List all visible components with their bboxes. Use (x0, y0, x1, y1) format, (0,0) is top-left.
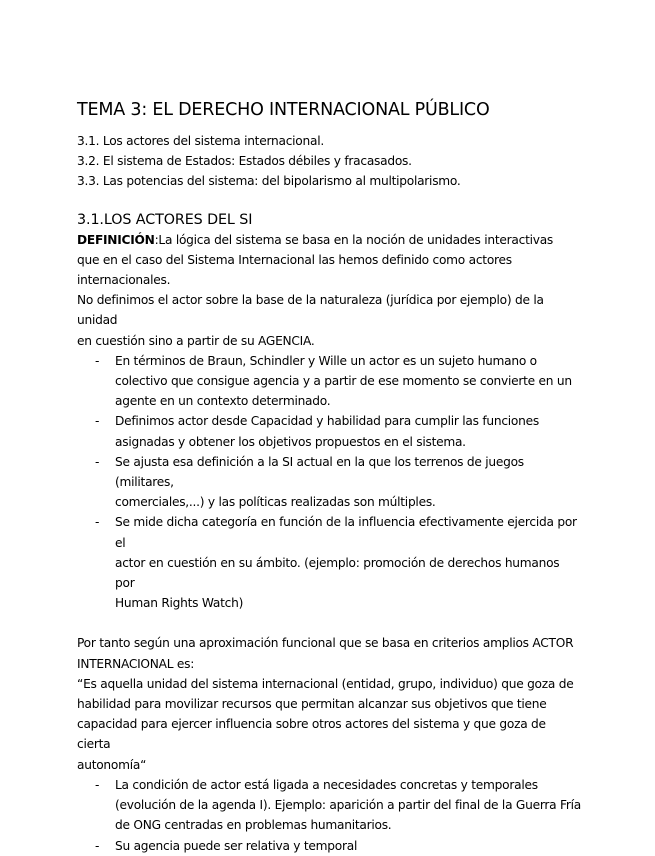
quote-line: “Es aquella unidad del sistema internacional (entidad, grupo, individuo) que goza de (77, 676, 574, 691)
paragraph-line: Por tanto según una aproximación funcional que se basa en criterios amplios ACTOR (77, 636, 574, 651)
definition-label: DEFINICIÓN (77, 232, 155, 247)
quote-line: habilidad para movilizar recursos que permitan alcanzar sus objetivos que tiene (77, 697, 547, 712)
list-item-line: Definimos actor desde Capacidad y habilidad para cumplir las funciones (115, 414, 539, 429)
definition-line (77, 230, 582, 250)
paragraph-line: en cuestión sino a partir de su AGENCIA. (77, 333, 315, 348)
list-item (77, 775, 582, 836)
list-item (77, 512, 582, 613)
section-title: 3.1.LOS ACTORES DEL SI (77, 211, 253, 228)
dash-bullet: - (95, 353, 100, 368)
actor-criteria-list (77, 351, 582, 614)
dash-bullet: - (95, 454, 100, 469)
toc-item: 3.2. El sistema de Estados: Estados débiles y fracasados. (77, 154, 412, 169)
document-title: TEMA 3: EL DERECHO INTERNACIONAL PÚBLICO (77, 100, 490, 120)
definition-paragraph (77, 230, 582, 291)
dash-bullet: - (95, 777, 100, 792)
list-item-line: Se ajusta esa definición a la SI actual en la que los terrenos de juegos (militares, (115, 454, 524, 490)
list-item-line: Human Rights Watch) (115, 596, 244, 611)
definition-text: :La lógica del sistema se basa en la noción de unidades interactivas (154, 232, 554, 247)
list-item-line: agente en un contexto determinado. (115, 394, 331, 409)
paragraph-spacer (77, 613, 582, 633)
table-of-contents (77, 131, 582, 192)
dash-bullet: - (95, 838, 100, 853)
list-item-line: En términos de Braun, Schindler y Wille un actor es un sujeto humano o (115, 353, 537, 368)
list-item-line: de ONG centradas en problemas humanitarios. (115, 818, 392, 833)
list-item (77, 836, 582, 856)
list-item-line: colectivo que consigue agencia y a partir de ese momento se convierte en un (115, 374, 572, 389)
document-body (77, 99, 582, 856)
list-item-line: La condición de actor está ligada a necesidades concretas y temporales (115, 777, 538, 792)
agency-paragraph (77, 290, 582, 351)
paragraph-line: INTERNACIONAL es: (77, 656, 195, 671)
list-item (77, 411, 582, 451)
functional-paragraph (77, 633, 582, 673)
list-item-line: Su agencia puede ser relativa y temporal (115, 838, 358, 853)
actor-condition-list (77, 775, 582, 856)
list-item (77, 351, 582, 412)
quote-line: capacidad para ejercer influencia sobre otros actores del sistema y que goza de cierta (77, 717, 546, 752)
toc-item: 3.3. Las potencias del sistema: del bipolarismo al multipolarismo. (77, 174, 461, 189)
list-item-line: Se mide dicha categoría en función de la influencia efectivamente ejercida por el (115, 515, 577, 550)
quote-line: autonomía“ (77, 757, 147, 772)
list-item-line: asignadas y obtener los objetivos propuestos en el sistema. (115, 434, 466, 449)
definition-quote (77, 674, 582, 775)
paragraph-line: No definimos el actor sobre la base de la naturaleza (jurídica por ejemplo) de la unidad (77, 293, 544, 328)
list-item-line: (evolución de la agenda I). Ejemplo: aparición a partir del final de la Guerra Fría (115, 798, 581, 813)
toc-item: 3.1. Los actores del sistema internacional. (77, 134, 324, 148)
list-item (77, 452, 582, 513)
dash-bullet: - (95, 515, 100, 530)
definition-line: que en el caso del Sistema Internacional las hemos definido como actores (77, 252, 512, 267)
dash-bullet: - (95, 414, 100, 429)
definition-line: internacionales. (77, 273, 171, 288)
list-item-line: comerciales,...) y las políticas realizadas son múltiples. (115, 495, 436, 510)
list-item-line: actor en cuestión en su ámbito. (ejemplo: promoción de derechos humanos por (115, 555, 560, 591)
